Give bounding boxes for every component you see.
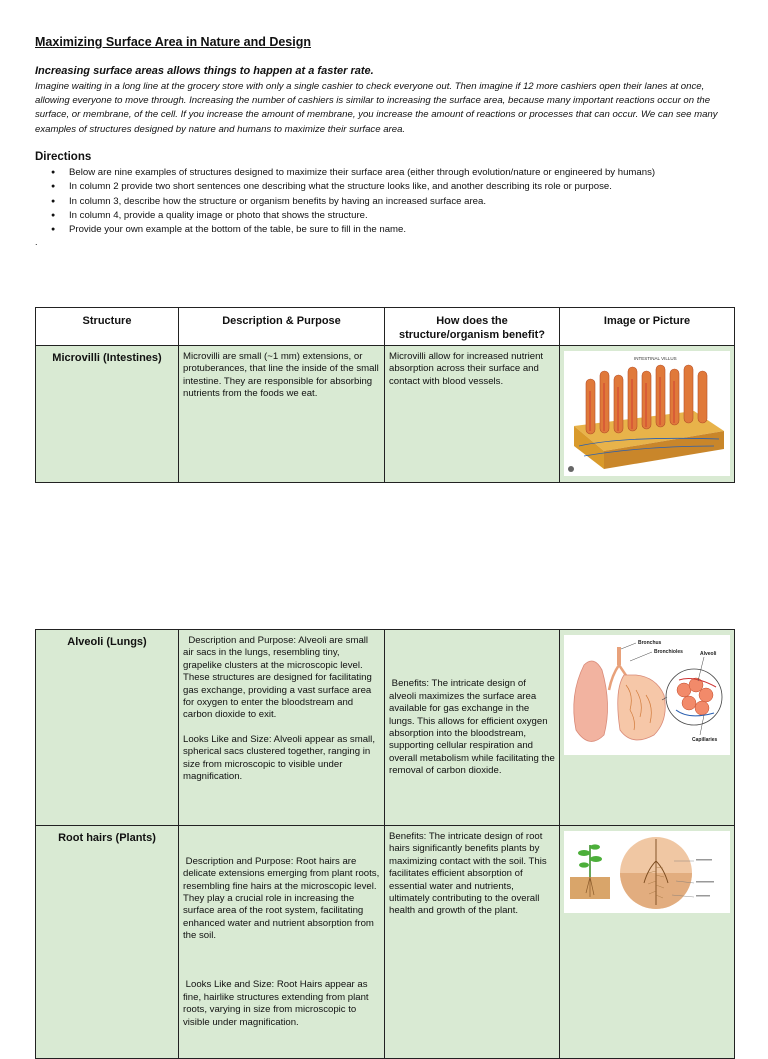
structures-table-2 [35, 629, 735, 1059]
description-cell [179, 630, 385, 826]
header-structure: Structure [36, 308, 179, 346]
table-header-row [36, 308, 735, 346]
directions-list [35, 166, 755, 237]
structures-table-1 [35, 307, 735, 483]
diagram-label: Alveoli [700, 651, 717, 657]
structure-name: Microvilli (Intestines) [36, 346, 179, 483]
looks-like-text: Looks Like and Size: Root Hairs appear as fine, hairlike structures extending from plant roots, varying in size from microscopic to visible under magnification. [183, 979, 372, 1028]
structure-name: Alveoli (Lungs) [36, 630, 179, 826]
image-cell [560, 630, 735, 826]
intro-paragraph: Imagine waiting in a long line at the grocery store with only a single cashier to check everyone out. Then imagine if 12 more cashiers open their lanes at once, allowing everyone to move through. Increasing the number of cashiers is similar to increasing the surface area, because many important reactions occur on the surface, or membrane, of the cell. If you increase the amount of membrane, you increase the amount of reactions or processes that can occur. We can see many examples of structures designed by nature and humans to maximize their surface area. [35, 81, 718, 135]
diagram-label: Bronchus [638, 640, 662, 646]
benefit-cell: Benefits: The intricate design of root hairs significantly benefits plants by maximizing contact with the soil. This facilitates efficient absorption of essential water and nutrients, ultimately contributing to the overall health and growth of the plant. [385, 826, 560, 1059]
intro-heading: Increasing surface areas allows things to happen at a faster rate. [35, 65, 374, 77]
direction-item: ● In column 2 provide two short sentences one describing what the structure looks like, and another describing its role or purpose. [35, 180, 755, 194]
header-benefit: How does the structure/organism benefit? [385, 308, 560, 346]
image-cell [560, 826, 735, 1059]
direction-item: ● Below are nine examples of structures designed to maximize their surface area (either through evolution/nature or engineered by humans) [35, 166, 755, 180]
direction-item: ● In column 4, provide a quality image or photo that shows the structure. [35, 209, 755, 223]
microvilli-diagram-image [564, 351, 730, 476]
description-cell: Microvilli are small (~1 mm) extensions, or protuberances, that line the inside of the small intestine. They are responsible for absorbing nutrients from the foods we eat. [179, 346, 385, 483]
description-purpose-text: Description and Purpose: Alveoli are small air sacs in the lungs, resembling tiny, grapelike clusters at the microscopic level. These structures are designed for facilitating gas exchange, providing a vast surface area for oxygen to enter the bloodstream and carbon dioxide to exit. [183, 635, 375, 721]
image-cell [560, 346, 735, 483]
diagram-label: Bronchioles [654, 649, 683, 655]
root-hairs-diagram-image [564, 831, 730, 913]
directions-heading: Directions [35, 151, 92, 163]
table-row-root-hairs [36, 826, 735, 1059]
header-image: Image or Picture [560, 308, 735, 346]
diagram-label: INTESTINAL VILLUS [634, 356, 677, 361]
direction-item: ● In column 3, describe how the structure or organism benefits by having an increased surface area. [35, 195, 755, 209]
structure-name: Root hairs (Plants) [36, 826, 179, 1059]
table-row-microvilli [36, 346, 735, 483]
alveoli-diagram-image [564, 635, 730, 755]
table-row-alveoli [36, 630, 735, 826]
document-title: Maximizing Surface Area in Nature and Design [35, 35, 311, 49]
benefit-cell: Benefits: The intricate design of alveoli maximizes the surface area available for gas exchange in the lungs. This allows for efficient oxygen absorption into the bloodstream, supporting cellular respiration and overall metabolism while facilitating the removal of carbon dioxide. [385, 630, 560, 826]
description-purpose-text: Description and Purpose: Root hairs are delicate extensions emerging from plant roots, resembling fine hairs at the microscopic level. They play a crucial role in increasing the surface area of the root system, facilitating enhanced water and nutrient absorption from the soil. [183, 855, 382, 942]
description-cell [179, 826, 385, 1059]
direction-item: ● Provide your own example at the bottom of the table, be sure to fill in the name. [35, 223, 755, 237]
header-description: Description & Purpose [179, 308, 385, 346]
looks-like-text: Looks Like and Size: Alveoli appear as small, spherical sacs clustered together, ranging in size from microscopic to visible under magnification. [183, 733, 375, 783]
benefit-cell: Microvilli allow for increased nutrient absorption across their surface and contact with blood vessels. [385, 346, 560, 483]
stray-period: . [35, 237, 38, 247]
diagram-label: Capillaries [692, 737, 718, 743]
